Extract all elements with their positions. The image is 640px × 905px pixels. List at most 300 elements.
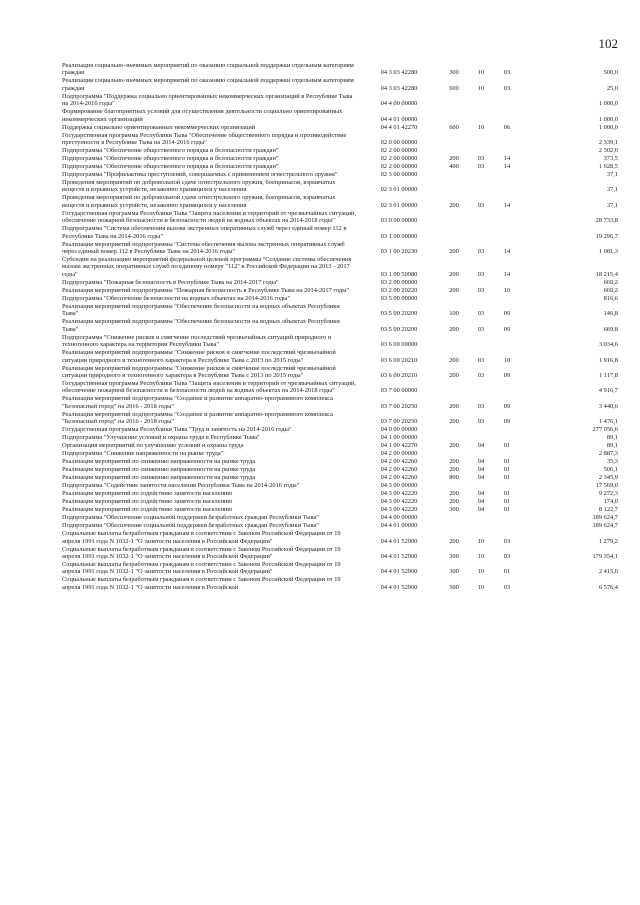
row-pr: 14 [503,201,511,209]
table-row [62,380,618,395]
row-vr [438,514,470,522]
row-rz [470,434,492,442]
row-code: 03 2 00 20220 [380,286,418,294]
row-name: Реализация мероприятий подпрограммы "Создание и развитие аппаратно-программного комплекса "Безопасный город" на 2016 - 2018 годы" [62,395,334,410]
row-name: Реализация мероприятий по содействию занятости населению [62,490,233,498]
table-row [62,108,618,123]
row-code: 04 1 00 00000 [380,434,418,442]
row-vr [438,225,470,240]
row-sum: 3 440,6 [598,402,618,410]
row-vr: 200 [449,498,459,506]
row-rz [470,380,492,395]
row-sum: 669,2 [603,286,618,294]
row-rz: 03 [477,356,485,364]
row-rz [470,93,492,108]
row-vr [438,179,470,194]
row-vr [438,522,470,530]
row-rz: 03 [477,201,485,209]
row-sum: 277 056,6 [592,426,618,434]
row-sum: 2 887,3 [598,450,618,458]
row-sum: 89,1 [606,442,618,450]
row-sum: 2 339,1 [598,139,618,147]
row-vr: 200 [449,537,459,545]
row-code: 02 3 01 00000 [380,186,418,194]
row-sum: 1 916,8 [598,356,618,364]
row-pr [492,108,522,123]
row-sum: 37,1 [606,171,618,179]
row-sum: 189 624,7 [592,514,618,522]
row-rz [470,514,492,522]
row-rz: 03 [477,163,485,171]
table-row [62,179,618,194]
row-sum: 669,2 [603,278,618,286]
row-name: Реализация мероприятий подпрограммы "Обеспечение безопасности на водных объектах Республики Тыва" [62,318,340,333]
table-row [62,498,618,506]
row-vr [438,450,470,458]
row-code: 02 3 01 00000 [380,201,418,209]
table-row [62,411,618,426]
table-row [62,576,618,591]
row-sum: 1 279,2 [598,537,618,545]
row-rz [470,450,492,458]
row-code: 04 4 01 52900 [380,552,418,560]
row-sum: 19 296,7 [595,232,618,240]
row-name: Реализация мероприятий по содействию занятости населению [62,506,233,514]
row-pr [492,334,522,349]
row-name: Реализация социально-значимых мероприятий по оказанию социальной поддержки отдельным категориям граждан [62,62,354,77]
row-sum: 500,0 [603,69,618,77]
table-row [62,561,618,576]
row-vr: 200 [449,418,459,426]
row-rz: 03 [477,270,485,278]
row-vr: 200 [449,356,459,364]
row-code: 04 3 00 42220 [380,490,418,498]
row-vr: 200 [449,270,459,278]
table-row [62,546,618,561]
row-rz: 04 [477,490,485,498]
row-sum: 1 000,0 [598,100,618,108]
row-vr: 300 [449,506,459,514]
row-code: 04 4 00 00000 [380,100,418,108]
row-pr: 09 [503,418,511,426]
row-pr: 01 [503,458,511,466]
row-sum: 1 928,5 [598,163,618,171]
table-row [62,171,618,179]
row-sum: 669,8 [603,325,618,333]
row-name: Подпрограмма "Снижение рисков и смягчение последствий чрезвычайных ситуаций природного и техногенного характера на территории Республики Тыва" [62,333,332,349]
table-row [62,124,618,132]
row-vr: 300 [449,69,459,77]
row-code: 02 2 00 00000 [380,147,418,155]
row-rz: 04 [477,458,485,466]
row-vr: 300 [449,552,459,560]
row-code: 04 4 01 52900 [380,568,418,576]
table-row [62,395,618,410]
row-pr: 09 [503,325,511,333]
row-sum: 37,1 [606,186,618,194]
row-vr [438,434,470,442]
row-code: 03 1 00 50980 [380,270,418,278]
row-rz [470,482,492,490]
row-pr: 03 [503,69,511,77]
row-rz: 10 [477,69,485,77]
row-name: Подпрограмма "Обеспечение социальной поддержки безработных граждан Республики Тыва" [62,514,319,522]
row-vr [438,93,470,108]
row-rz: 03 [477,155,485,163]
table-row [62,466,618,474]
row-sum: 189 624,7 [592,522,618,530]
row-vr [438,147,470,155]
row-rz [470,295,492,303]
row-pr: 01 [503,442,511,450]
row-name: Подпрограмма "Обеспечение общественного порядка и безопасности граждан" [62,155,279,163]
row-code: 04 3 00 42220 [380,506,418,514]
row-sum: 6 576,4 [598,583,618,591]
table-row [62,434,618,442]
table-row [62,303,618,318]
row-name: Поддержка социально ориентированных некоммерческих организаций [62,123,256,131]
row-sum: 146,8 [603,310,618,318]
row-code: 04 4 01 00000 [380,115,418,123]
row-rz [470,334,492,349]
row-vr [438,380,470,395]
row-rz: 10 [477,552,485,560]
row-code: 04 3 00 00000 [380,482,418,490]
row-code: 03 5 00 20200 [380,325,418,333]
row-code: 04 3 03 42280 [380,69,418,77]
row-name: Реализация социально-значимых мероприятий по оказанию социальной поддержки отдельным категориям граждан [62,77,354,92]
table-row [62,426,618,434]
row-pr [492,132,522,147]
row-pr: 03 [503,84,511,92]
table-row [62,194,618,209]
row-name: Подпрограмма "Улучшение условий и охраны труда в Республике Тыва" [62,434,260,442]
row-vr [438,426,470,434]
row-vr: 800 [449,474,459,482]
row-code: 02 3 00 00000 [380,171,418,179]
row-code: 03 6 00 20210 [380,356,418,364]
row-name: Социальные выплаты безработным гражданам в соответствии с Законом Российской Федерации от 19 апреля 1991 года N 1032-1 "О занятости населения в Российской Федерации" [62,545,341,560]
row-code: 04 4 00 00000 [380,514,418,522]
table-row [62,318,618,333]
row-code: 03 7 00 00000 [380,387,418,395]
table-row [62,442,618,450]
row-pr [492,295,522,303]
row-pr: 09 [503,310,511,318]
row-name: Государственная программа Республики Тыва "Защита населения и территорий от чрезвычайных ситуаций, обеспечение пожарной безопасности и безопасности людей на водных объектах на 2014-2018 годы" [62,209,356,225]
table-row [62,295,618,303]
row-code: 03 7 00 20250 [380,418,418,426]
row-pr [492,450,522,458]
row-sum: 373,5 [603,155,618,163]
row-name: Социальные выплаты безработным гражданам в соответствии с Законом Российской Федерации от 19 апреля 1991 года N 1032-1 "О занятости населения в Российской Федерации" [62,530,341,545]
row-name: Подпрограмма "Обеспечение безопасности на водных объектах на 2014-2016 годы" [62,294,291,302]
row-code: 04 4 01 00000 [380,522,418,530]
table-row [62,155,618,163]
table-row [62,225,618,240]
table-row [62,450,618,458]
row-code: 04 2 00 42260 [380,466,418,474]
table-row [62,522,618,530]
row-pr: 01 [503,474,511,482]
row-sum: 174,0 [603,498,618,506]
budget-table-body [62,62,618,592]
row-vr: 200 [449,458,459,466]
table-row [62,210,618,225]
row-sum: 8 122,7 [598,506,618,514]
row-vr: 200 [449,371,459,379]
row-pr: 01 [503,490,511,498]
table-row [62,163,618,171]
row-code: 03 1 00 20230 [380,248,418,256]
row-pr [492,482,522,490]
row-sum: 816,6 [603,294,618,302]
row-code: 04 1 00 42270 [380,442,418,450]
row-sum: 2 345,9 [598,474,618,482]
row-rz: 10 [477,537,485,545]
row-code: 03 5 00 20200 [380,310,418,318]
row-vr: 200 [449,490,459,498]
row-rz: 03 [477,371,485,379]
row-pr: 09 [503,402,511,410]
row-name: Субсидии на реализацию мероприятий федеральной целевой программы "Создание системы обеспечения вызова экстренных оперативных служб по единому номеру "112" в Российской Федерации на 2013 - 2017 годы" [62,256,352,278]
row-rz: 04 [477,506,485,514]
row-sum: 25,0 [606,84,618,92]
row-pr: 03 [503,552,511,560]
row-sum: 3 034,6 [598,341,618,349]
row-pr [492,380,522,395]
row-code: 03 6 00 20210 [380,371,418,379]
row-pr: 14 [503,270,511,278]
row-vr: 600 [449,84,459,92]
row-vr: 200 [449,325,459,333]
row-name: Подпрограмма "Снижение напряженности на рынке труда" [62,450,224,458]
row-code: 02 2 00 00000 [380,155,418,163]
row-code: 04 4 01 52900 [380,583,418,591]
row-rz [470,210,492,225]
row-code: 03 6 00 00000 [380,341,418,349]
row-sum: 506,1 [603,466,618,474]
row-pr: 01 [503,466,511,474]
row-pr: 14 [503,163,511,171]
table-row [62,490,618,498]
row-sum: 1 000,0 [598,123,618,131]
row-pr [492,522,522,530]
table-row [62,530,618,545]
row-code: 03 1 00 00000 [380,232,418,240]
row-vr: 400 [449,163,459,171]
row-name: Проведения мероприятий по добровольной сдаче огнестрельного оружия, боеприпасов, взрывчатых веществ и взрывных устройств, незаконно хранящихся у населения [62,179,336,194]
row-rz: 03 [477,402,485,410]
row-pr [492,225,522,240]
row-sum: 2 415,0 [598,568,618,576]
row-vr [438,295,470,303]
row-name: Реализация мероприятий подпрограммы "Снижение рисков и смягчение последствий чрезвычайной ситуации природного и техногенного характера в Республике Тыва с 2013 по 2015 годы" [62,364,336,379]
row-code: 04 0 00 00000 [380,426,418,434]
row-name: Реализация мероприятий подпрограммы "Создание и развитие аппаратно-программного комплекса "Безопасный город" на 2016 - 2018 годы" [62,410,334,426]
row-pr [492,179,522,194]
table-row [62,287,618,295]
row-pr: 14 [503,155,511,163]
row-vr [438,108,470,123]
row-rz: 04 [477,466,485,474]
table-row [62,256,618,279]
row-rz: 03 [477,418,485,426]
row-name: Формирование благоприятных условий для осуществления деятельности социально ориентированных некоммерческих организаций [62,108,343,123]
row-vr: 200 [449,201,459,209]
row-name: Реализация мероприятий по снижению напряженности на рынке труда [62,466,256,474]
row-pr: 03 [503,583,511,591]
row-rz: 10 [477,583,485,591]
row-vr [438,482,470,490]
row-sum: 4 916,7 [598,387,618,395]
row-rz [470,426,492,434]
row-rz: 03 [477,310,485,318]
table-row [62,147,618,155]
row-sum: 35,3 [606,458,618,466]
row-vr: 500 [449,583,459,591]
row-rz: 03 [477,325,485,333]
row-vr: 200 [449,466,459,474]
row-code: 04 4 01 42270 [380,123,418,131]
row-vr: 200 [449,286,459,294]
table-row [62,77,618,92]
row-name: Государственная программа Республики Тыва "Труд и занятость на 2014-2016 годы" [62,426,292,434]
table-row [62,93,618,108]
row-code: 03 2 00 00000 [380,278,418,286]
row-name: Социальные выплаты безработным гражданам в соответствии с Законом Российской Федерации от 19 апреля 1991 года N 1032-1 "О занятости населения в Российской Федерации" [62,560,341,576]
row-pr [492,93,522,108]
row-code: 04 3 00 42220 [380,498,418,506]
row-name: Подпрограмма "Поддержка социально ориентированных некоммерческих организаций в Республике Тыва на 2014-2016 годы" [62,92,353,108]
row-name: Подпрограмма "Система обеспечения вызова экстренных оперативных служб через единый номер 112 в Республике Тыва на 2014-2016 годы" [62,225,347,240]
row-rz: 04 [477,498,485,506]
row-sum: 179 354,1 [592,552,618,560]
row-name: Реализация мероприятий по содействию занятости населению [62,498,233,506]
row-name: Реализация мероприятий подпрограммы "Снижение рисков и смягчение последствий чрезвычайной ситуации природного и техногенного характера в Республике Тыва с 2013 по 2015 годы" [62,349,336,364]
row-rz [470,522,492,530]
row-rz [470,225,492,240]
row-pr: 01 [503,498,511,506]
row-name: Реализация мероприятий подпрограммы "Обеспечение безопасности на водных объектах Республики Тыва" [62,302,340,318]
row-name: Подпрограмма "Содействие занятости населения Республики Тыва на 2014-2016 годы" [62,482,300,490]
row-name: Государственная программа Республики Тыва "Обеспечение общественного порядка и противодействие преступности в Республике Тыва на 2014-2016 годы" [62,131,347,147]
row-rz: 03 [477,248,485,256]
row-code: 02 2 00 00000 [380,163,418,171]
table-row [62,279,618,287]
table-row [62,474,618,482]
row-rz: 04 [477,474,485,482]
row-name: Реализация мероприятий по снижению напряженности на рынке труда [62,458,256,466]
row-vr [438,171,470,179]
row-sum: 1 476,1 [598,418,618,426]
row-rz [470,279,492,287]
row-name: Подпрограмма "Профилактика преступлений, совершаемых с применением огнестрельного оружия" [62,171,338,179]
row-pr [492,514,522,522]
row-vr: 200 [449,402,459,410]
row-code: 04 4 01 52900 [380,537,418,545]
budget-table [62,62,618,592]
table-row [62,349,618,364]
row-sum: 9 272,3 [598,490,618,498]
row-vr: 300 [449,568,459,576]
row-rz: 04 [477,442,485,450]
table-row [62,482,618,490]
table-row [62,132,618,147]
row-name: Государственная программа Республики Тыва "Защита населения и территорий от чрезвычайных ситуаций, обеспечение пожарной безопасности и безопасности людей на водных объектах на 2014-2018 годы" [62,379,356,395]
row-sum: 1 081,3 [598,248,618,256]
row-rz: 10 [477,123,485,131]
row-code: 04 2 00 00000 [380,450,418,458]
row-vr [438,279,470,287]
row-name: Подпрограмма "Обеспечение общественного порядка и безопасности граждан" [62,147,279,155]
table-row [62,458,618,466]
row-vr: 200 [449,155,459,163]
row-sum: 1 000,0 [598,115,618,123]
row-pr: 01 [503,568,511,576]
row-name: Организация мероприятий по улучшению условий и охраны труда [62,442,244,450]
row-rz [470,171,492,179]
row-pr: 14 [503,248,511,256]
table-row [62,241,618,256]
row-name: Реализация мероприятий подпрограммы "Пожарная безопасность в Республике Тыва на 2014-2017 годы" [62,286,350,294]
page-number: 102 [598,36,618,51]
row-vr: 600 [449,123,459,131]
row-code: 04 2 00 42260 [380,474,418,482]
row-code: 04 2 00 42260 [380,458,418,466]
row-rz: 10 [477,84,485,92]
row-sum: 37,1 [606,201,618,209]
row-name: Реализация мероприятий по снижению напряженности на рынке труда [62,474,256,482]
row-name: Подпрограмма "Обеспечение социальной поддержки безработных граждан Республики Тыва" [62,522,319,530]
row-pr [492,171,522,179]
row-name: Подпрограмма "Обеспечение общественного порядка и безопасности граждан" [62,163,279,171]
row-vr [438,132,470,147]
row-name: Реализация мероприятий подпрограммы "Система обеспечения вызова экстренных оперативных служб через единый номер 112 в Республике Тыва на 2014-2016 годы" [62,240,345,256]
row-sum: 18 215,4 [595,270,618,278]
row-rz [470,132,492,147]
row-vr: 100 [449,310,459,318]
row-pr [492,426,522,434]
row-code: 03 7 00 20250 [380,402,418,410]
row-pr [492,434,522,442]
table-row [62,334,618,349]
table-row [62,514,618,522]
row-pr: 03 [503,537,511,545]
table-row [62,506,618,514]
row-vr [438,334,470,349]
row-name: Проведения мероприятий по добровольной сдаче огнестрельного оружия, боеприпасов, взрывчатых веществ и взрывных устройств, незаконно хранящихся у населения [62,194,336,209]
table-row [62,365,618,380]
row-sum: 2 302,0 [598,147,618,155]
row-rz: 03 [477,286,485,294]
table-row [62,62,618,77]
row-code: 04 3 03 42280 [380,84,418,92]
row-code: 03 0 00 00000 [380,217,418,225]
row-rz [470,179,492,194]
row-code: 02 0 00 00000 [380,139,418,147]
row-pr [492,147,522,155]
row-rz [470,147,492,155]
row-pr: 10 [503,286,511,294]
row-vr: 200 [449,248,459,256]
row-pr: 01 [503,506,511,514]
row-name: Социальные выплаты безработным гражданам в соответствии с Законом Российской Федерации от 19 апреля 1991 года N 1032-1 "О занятости населения в Российской [62,576,341,591]
row-rz: 10 [477,568,485,576]
row-pr [492,279,522,287]
row-pr: 09 [503,371,511,379]
row-code: 03 5 00 00000 [380,294,418,302]
